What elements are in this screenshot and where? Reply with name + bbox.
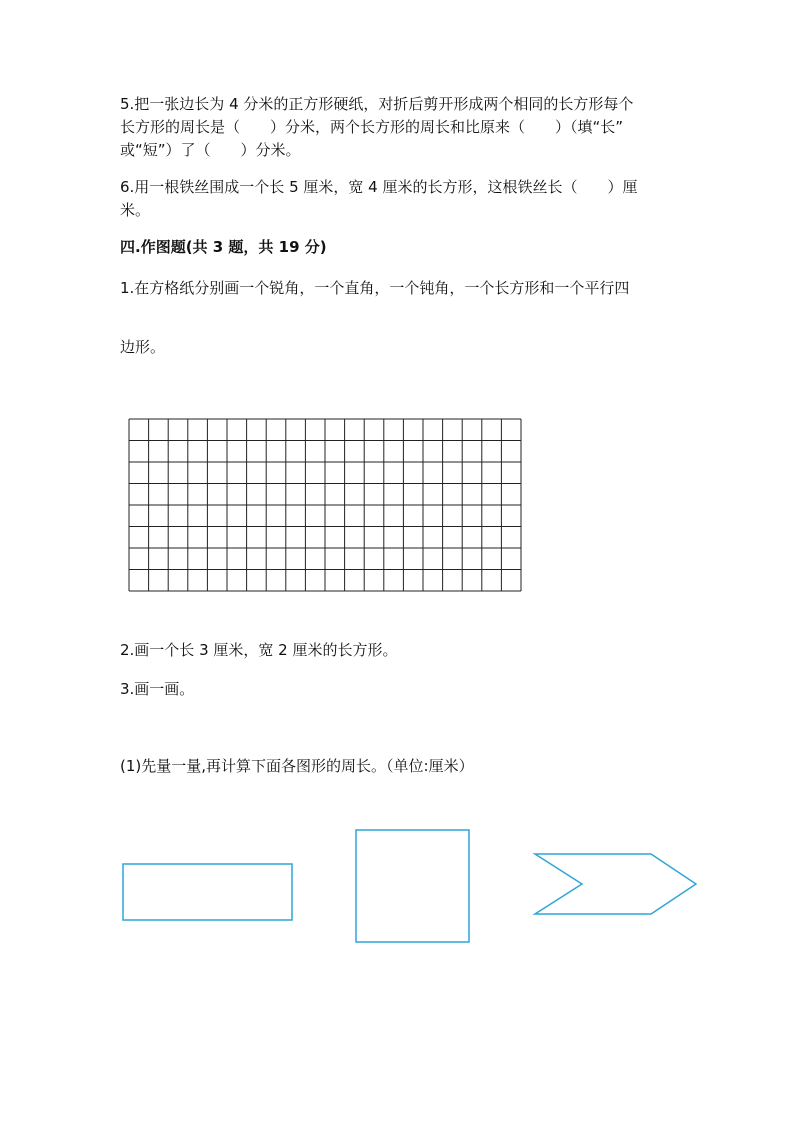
shape-square xyxy=(356,830,469,942)
q6-line-1: 6.用一根铁丝围成一个长 5 厘米，宽 4 厘米的长方形，这根铁丝长（ ）厘 xyxy=(120,178,638,196)
q5-line-2: 长方形的周长是（ ）分米，两个长方形的周长和比原来（ ）（填“长” xyxy=(120,118,624,136)
q5-line-1: 5.把一张边长为 4 分米的正方形硬纸，对折后剪开形成两个相同的长方形每个 xyxy=(120,95,634,113)
q6-line-2: 米。 xyxy=(120,201,151,219)
q5-line-3: 或“短”）了（ ）分米。 xyxy=(120,141,301,159)
shape-arrow-chevron xyxy=(535,854,696,914)
dq1-line-1: 1.在方格纸分别画一个锐角，一个直角，一个钝角，一个长方形和一个平行四 xyxy=(120,279,630,297)
draw-question-3-sub-1: (1)先量一量,再计算下面各图形的周长。（单位:厘米） xyxy=(120,757,474,775)
shape-rectangle xyxy=(123,864,292,920)
section-heading: 四.作图题(共 3 题，共 19 分) xyxy=(120,238,327,256)
square-grid-paper[interactable] xyxy=(128,418,524,594)
dq1-line-2: 边形。 xyxy=(120,338,166,356)
draw-question-2: 2.画一个长 3 厘米，宽 2 厘米的长方形。 xyxy=(120,641,398,659)
draw-question-3: 3.画一画。 xyxy=(120,680,195,698)
